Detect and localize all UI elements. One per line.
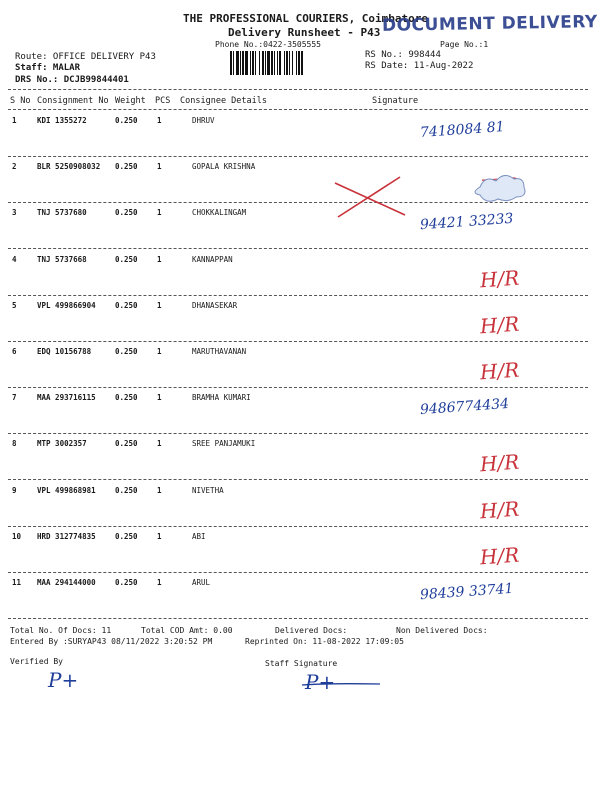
row-consignee: GOPALA KRISHNA bbox=[192, 162, 256, 172]
row-pcs: 1 bbox=[157, 393, 162, 403]
row-consignment-no: VPL 499866904 bbox=[37, 300, 96, 310]
row-consignee: SREE PANJAMUKI bbox=[192, 439, 256, 449]
row-consignment-no: HRD 312774835 bbox=[37, 531, 96, 541]
row-pcs: 1 bbox=[157, 439, 162, 449]
route-label: Route: OFFICE DELIVERY P43 bbox=[15, 52, 156, 62]
row-consignment-no: EDQ 10156788 bbox=[37, 347, 92, 356]
row-divider bbox=[8, 156, 588, 157]
delivered-docs: Delivered Docs: bbox=[275, 626, 348, 635]
page-number: Page No.:1 bbox=[440, 40, 489, 49]
row-consignee: KANNAPPAN bbox=[192, 254, 233, 264]
staff-signature-stroke bbox=[300, 680, 382, 688]
row-consignment-no: BLR 5250908032 bbox=[37, 162, 101, 172]
col-weight: Weight bbox=[115, 96, 146, 106]
row-sno: 2 bbox=[12, 162, 17, 172]
staff-label: Staff: MALAR bbox=[15, 63, 81, 73]
row-pcs: 1 bbox=[157, 531, 162, 541]
row-weight: 0.250 bbox=[115, 208, 138, 218]
col-consignment: Consignment No bbox=[37, 96, 109, 106]
columns-divider bbox=[8, 109, 588, 110]
row-divider bbox=[8, 433, 588, 434]
row-weight: 0.250 bbox=[115, 162, 138, 172]
row-divider bbox=[8, 341, 588, 342]
row-pcs: 1 bbox=[157, 485, 162, 495]
verified-by-label: Verified By bbox=[10, 657, 63, 666]
row-weight: 0.250 bbox=[115, 393, 138, 403]
row-consignment-no: MAA 294144000 bbox=[37, 578, 96, 587]
row-weight: 0.250 bbox=[115, 485, 138, 495]
row-pcs: 1 bbox=[157, 208, 162, 218]
row-divider bbox=[8, 572, 588, 573]
row-pcs: 1 bbox=[157, 254, 162, 264]
row-signature: 9486774434 bbox=[419, 396, 510, 419]
row-divider bbox=[8, 295, 588, 296]
row-weight: 0.250 bbox=[115, 300, 138, 310]
row-pcs: 1 bbox=[157, 162, 162, 172]
barcode bbox=[230, 51, 350, 75]
row-signature: 98439 33741 bbox=[419, 580, 514, 604]
rs-date: RS Date: 11-Aug-2022 bbox=[365, 61, 474, 71]
row-consignee: CHOKKALINGAM bbox=[192, 208, 247, 218]
company-name: THE PROFESSIONAL COURIERS, Coimbatore bbox=[183, 12, 429, 25]
row-signature: 7418084 81 bbox=[419, 119, 506, 141]
row-pcs: 1 bbox=[157, 116, 162, 125]
row-weight: 0.250 bbox=[115, 347, 138, 356]
row-consignment-no: TNJ 5737680 bbox=[37, 208, 87, 218]
row-weight: 0.250 bbox=[115, 578, 138, 587]
staff-signature: P+ bbox=[305, 670, 336, 694]
phone-number: Phone No.:0422-3505555 bbox=[215, 40, 321, 49]
row-consignment-no: TNJ 5737668 bbox=[37, 254, 87, 264]
row-pcs: 1 bbox=[157, 347, 162, 356]
row-weight: 0.250 bbox=[115, 254, 138, 264]
header-divider bbox=[8, 89, 588, 90]
row-signature: H/R bbox=[479, 542, 521, 570]
row-weight: 0.250 bbox=[115, 531, 138, 541]
row-signature: H/R bbox=[479, 450, 521, 477]
drs-number: DRS No.: DCJB99844401 bbox=[15, 75, 129, 85]
col-sno: S No bbox=[10, 96, 31, 106]
row-consignment-no: MTP 3002357 bbox=[37, 439, 87, 449]
row-consignee: NIVETHA bbox=[192, 485, 224, 495]
row-weight: 0.250 bbox=[115, 439, 138, 449]
col-signature: Signature bbox=[372, 96, 419, 106]
col-pcs: PCS bbox=[155, 96, 171, 106]
col-consignee: Consignee Details bbox=[180, 96, 267, 106]
row-sno: 11 bbox=[12, 578, 22, 587]
row-divider bbox=[8, 248, 588, 249]
row-consignment-no: KDI 1355272 bbox=[37, 116, 87, 125]
row-consignee: DHANASEKAR bbox=[192, 300, 238, 310]
staff-signature-label: Staff Signature bbox=[265, 659, 338, 668]
row-pcs: 1 bbox=[157, 300, 162, 310]
row-sno: 4 bbox=[12, 254, 17, 264]
row-sno: 1 bbox=[12, 116, 17, 125]
runsheet-title: Delivery Runsheet - P43 bbox=[228, 26, 381, 39]
row-signature: H/R bbox=[479, 265, 521, 292]
total-cod: Total COD Amt: 0.00 bbox=[141, 626, 233, 635]
row-signature: H/R bbox=[479, 357, 521, 385]
row-signature: 94421 33233 bbox=[419, 211, 514, 234]
row-divider bbox=[8, 479, 588, 480]
row-consignment-no: MAA 293716115 bbox=[37, 393, 96, 403]
strike-out-mark bbox=[330, 165, 540, 225]
row-weight: 0.250 bbox=[115, 116, 138, 125]
row-consignee: ARUL bbox=[192, 578, 211, 587]
row-divider bbox=[8, 387, 588, 388]
row-consignment-no: VPL 499868981 bbox=[37, 485, 96, 495]
rs-number: RS No.: 998444 bbox=[365, 50, 441, 60]
row-divider bbox=[8, 618, 588, 619]
row-sno: 7 bbox=[12, 393, 17, 403]
row-divider bbox=[8, 526, 588, 527]
row-signature: H/R bbox=[479, 496, 521, 523]
row-signature: H/R bbox=[479, 311, 521, 339]
row-consignee: BRAMHA KUMARI bbox=[192, 393, 251, 403]
row-sno: 10 bbox=[12, 531, 22, 541]
document-delivery-stamp: DOCUMENT DELIVERY bbox=[381, 12, 598, 36]
total-docs: Total No. Of Docs: 11 bbox=[10, 626, 112, 635]
non-delivered-docs: Non Delivered Docs: bbox=[396, 626, 488, 635]
row-consignee: ABI bbox=[192, 531, 206, 541]
row-sno: 9 bbox=[12, 485, 17, 495]
row-consignee: MARUTHAVANAN bbox=[192, 347, 247, 356]
row-sno: 3 bbox=[12, 208, 17, 218]
verified-by-signature: P+ bbox=[48, 668, 79, 692]
entered-by: Entered By :SURYAP43 08/11/2022 3:20:52 PM bbox=[10, 637, 213, 646]
row-sno: 5 bbox=[12, 300, 17, 310]
row-consignee: DHRUV bbox=[192, 116, 215, 125]
row-sno: 6 bbox=[12, 347, 17, 356]
row-sno: 8 bbox=[12, 439, 17, 449]
row-pcs: 1 bbox=[157, 578, 162, 587]
reprinted-on: Reprinted On: 11-08-2022 17:09:05 bbox=[245, 637, 404, 646]
